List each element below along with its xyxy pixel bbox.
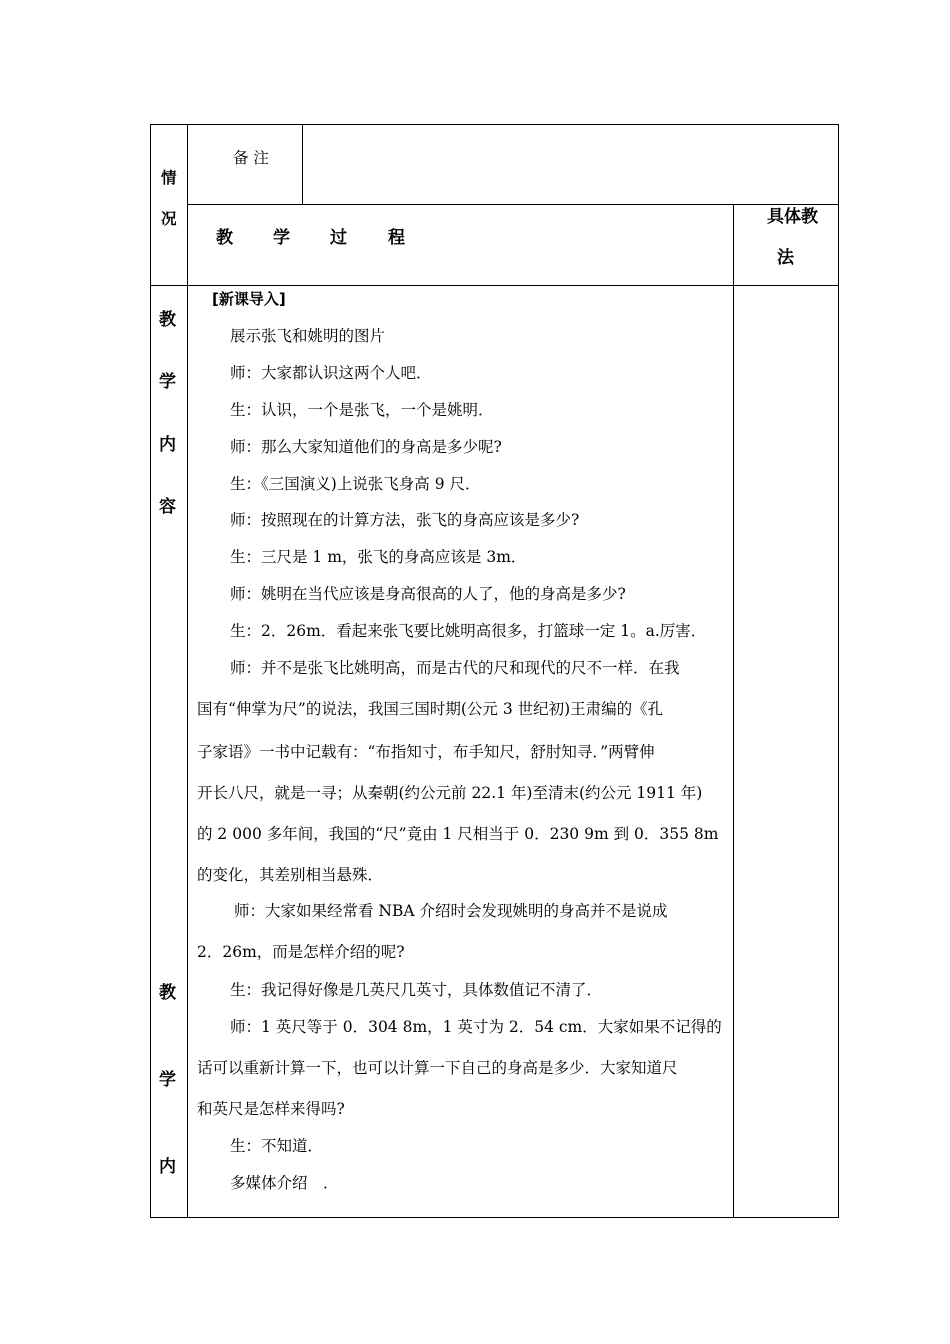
table-col-divider-remarks xyxy=(302,124,303,205)
left-char-xue-1: 学 xyxy=(159,372,176,392)
content-line-20: 话可以重新计算一下，也可以计算一下自己的身高是多少．大家知道尺 xyxy=(197,1059,678,1077)
content-line-12: 子家语》一书中记载有：“布指知寸，布手知尺，舒肘知寻．”两臂伸 xyxy=(197,743,655,761)
content-line-17: 2．26m，而是怎样介绍的呢? xyxy=(197,943,405,961)
content-line-22: 生：不知道． xyxy=(230,1137,324,1155)
table-border-top xyxy=(150,124,839,125)
left-char-jiao-2: 教 xyxy=(159,983,176,1003)
content-line-8: 师：姚明在当代应该是身高很高的人了，他的身高是多少? xyxy=(230,585,626,603)
left-char-jiao-1: 教 xyxy=(159,310,176,330)
content-line-14: 的 2 000 多年间，我国的“尺”竟由 1 尺相当于 0．230 9m 到 0．355 8m xyxy=(197,825,719,843)
table-col-divider-method xyxy=(733,204,734,1218)
left-char-kuang: 况 xyxy=(161,210,177,228)
content-line-4: 师：那么大家知道他们的身高是多少呢? xyxy=(230,438,502,456)
content-line-7: 生：三尺是 1 m，张飞的身高应该是 3m． xyxy=(230,548,527,566)
left-char-nei-2: 内 xyxy=(159,1157,176,1177)
content-line-6: 师：按照现在的计算方法，张飞的身高应该是多少? xyxy=(230,511,580,529)
content-line-5: 生：《三国演义)上说张飞身高 9 尺． xyxy=(230,475,481,493)
table-border-bottom xyxy=(150,1217,839,1218)
content-line-16: 师：大家如果经常看 NBA 介绍时会发现姚明的身高并不是说成 xyxy=(234,902,668,920)
process-header-char-4: 程 xyxy=(388,228,405,248)
process-header-char-2: 学 xyxy=(273,228,290,248)
content-line-2: 师：大家都认识这两个人吧． xyxy=(230,364,432,382)
table-border-left xyxy=(150,124,151,1218)
content-line-1: 展示张飞和姚明的图片 xyxy=(230,327,386,345)
content-line-10: 师：并不是张飞比姚明高，而是古代的尺和现代的尺不一样．在我 xyxy=(230,659,680,677)
left-char-nei-1: 内 xyxy=(159,435,176,455)
section-title: [新课导入] xyxy=(212,290,286,308)
table-col-divider-1 xyxy=(187,124,188,1218)
content-line-15: 的变化，其差别相当悬殊． xyxy=(197,866,384,884)
content-line-19: 师：1 英尺等于 0．304 8m，1 英寸为 2．54 cm．大家如果不记得的 xyxy=(230,1018,722,1036)
content-line-3: 生：认识，一个是张飞，一个是姚明． xyxy=(230,401,494,419)
method-header-line-1: 具体教 xyxy=(767,207,818,227)
content-line-21: 和英尺是怎样来得吗? xyxy=(197,1100,345,1118)
table-rule-header-bottom xyxy=(150,285,839,286)
left-char-qing: 情 xyxy=(161,169,177,187)
process-header-char-1: 教 xyxy=(216,228,233,248)
left-char-rong-1: 容 xyxy=(159,497,176,517)
content-line-11: 国有“伸掌为尺”的说法，我国三国时期(公元 3 世纪初)王肃编的《孔 xyxy=(197,700,664,718)
content-line-13: 开长八尺，就是一寻；从秦朝(约公元前 22.1 年)至清末(约公元 1911 年) xyxy=(197,784,703,802)
method-header-line-2: 法 xyxy=(777,248,794,268)
remarks-label: 备 注 xyxy=(233,149,269,167)
content-line-23: 多媒体介绍 ． xyxy=(230,1174,339,1192)
content-line-18: 生：我记得好像是几英尺几英寸，具体数值记不清了． xyxy=(230,981,603,999)
table-rule-header-top xyxy=(187,204,839,205)
left-char-xue-2: 学 xyxy=(159,1070,176,1090)
content-line-9: 生：2．26m．看起来张飞要比姚明高很多，打篮球一定 1。a.厉害． xyxy=(230,622,707,640)
table-border-right xyxy=(838,124,839,1218)
process-header-char-3: 过 xyxy=(330,228,347,248)
